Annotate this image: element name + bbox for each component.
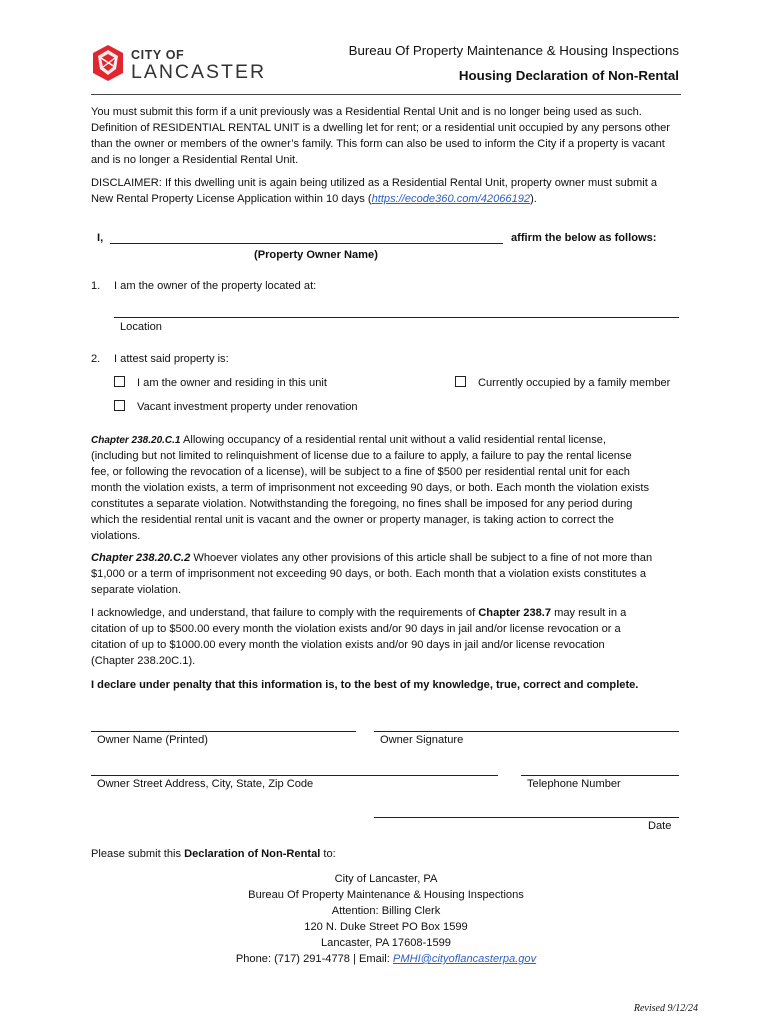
mail-address-line-4: 120 N. Duke Street PO Box 1599 xyxy=(304,921,468,933)
mail-address-line-3: Attention: Billing Clerk xyxy=(331,905,441,917)
affirm-text: affirm the below as follows: xyxy=(511,232,657,244)
ecode-link[interactable]: https://ecode360.com/42066192 xyxy=(371,193,531,205)
chapter-2-text: Whoever violates any other provisions of this article shall be subject to a fine of not more than xyxy=(190,552,653,564)
chapter-2-line-1 xyxy=(91,550,652,566)
option-vacant-renovation[interactable] xyxy=(114,399,358,415)
chapter-1-line-7: violations. xyxy=(91,530,141,542)
date-label: Date xyxy=(648,820,672,832)
chapter-2-line-3: separate violation. xyxy=(91,584,182,596)
owner-name-field[interactable] xyxy=(110,243,503,244)
owner-address-field[interactable] xyxy=(91,775,498,776)
acknowledge-text-end: may result in a xyxy=(551,607,627,619)
header-divider xyxy=(91,94,681,95)
owner-residing-checkbox[interactable] xyxy=(114,376,125,387)
mail-address-line-5: Lancaster, PA 17608-1599 xyxy=(321,937,451,949)
date-field[interactable] xyxy=(374,817,679,818)
owner-signature-label: Owner Signature xyxy=(380,734,464,746)
vacant-renovation-checkbox[interactable] xyxy=(114,400,125,411)
acknowledge-text: I acknowledge, and understand, that failure to comply with the requirements of xyxy=(91,607,479,619)
submit-text: Please submit this xyxy=(91,848,185,860)
acknowledge-line-1 xyxy=(91,605,626,621)
contact-line xyxy=(91,951,681,967)
intro-line-4: and is no longer a Residential Rental Unit. xyxy=(91,154,299,166)
owner-name-caption: (Property Owner Name) xyxy=(254,249,378,261)
owner-signature-field[interactable] xyxy=(374,731,679,732)
chapter-2-ref: Chapter 238.20.C.2 xyxy=(91,552,191,564)
item-2-text: I attest said property is: xyxy=(114,353,229,365)
acknowledge-line-2: citation of up to $500.00 every month the violation exists and/or 90 days in jail and/or license revocation or a xyxy=(91,623,621,635)
telephone-label: Telephone Number xyxy=(527,778,621,790)
submit-instruction xyxy=(91,846,336,862)
chapter-1-line-1 xyxy=(91,432,606,449)
chapter-1-text: Allowing occupancy of a residential rental unit without a valid residential rental license, xyxy=(180,434,607,446)
submit-text-end: to: xyxy=(320,848,336,860)
lancaster-logo-icon xyxy=(91,44,125,82)
location-field[interactable] xyxy=(114,317,679,318)
chapter-1-line-4: month the violation exists, a term of imprisonment not exceeding 90 days, or both. Each month the violation exists xyxy=(91,482,650,494)
chapter-1-line-3: fee, or following the revocation of a license), will be subject to a fine of $500 per residential rental unit for each xyxy=(91,466,630,478)
logo-city-of: CITY OF xyxy=(131,48,185,62)
item-1-number: 1. xyxy=(91,280,101,292)
location-caption: Location xyxy=(120,321,162,333)
telephone-field[interactable] xyxy=(521,775,679,776)
acknowledge-line-3: citation of up to $1000.00 every month the violation exists and/or 90 days in jail and/or license revocation xyxy=(91,639,605,651)
intro-line-1: You must submit this form if a unit previously was a Residential Rental Unit and is no longer being used as such. xyxy=(91,106,642,118)
intro-line-3: than the owner or members of the owner’s family. This form can also be used to inform the City if a property is vacant xyxy=(91,138,665,150)
chapter-1-line-2: (including but not limited to relinquishment of license due to a failure to apply, a failure to pay the rental license xyxy=(91,450,632,462)
family-member-checkbox[interactable] xyxy=(455,376,466,387)
option-label: Vacant investment property under renovation xyxy=(137,401,358,413)
chapter-2-line-2: $1,000 or a term of imprisonment not exceeding 90 days, or both. Each month that a violation exists constitutes a xyxy=(91,568,646,580)
option-label: I am the owner and residing in this unit xyxy=(137,377,327,389)
disclaimer-text: New Rental Property License Application within 10 days ( xyxy=(91,193,372,205)
chapter-1-line-6: which the residential rental unit is vacant and the owner or property manager, is taking action to correct the xyxy=(91,514,614,526)
page-title: Housing Declaration of Non-Rental xyxy=(458,68,679,83)
owner-name-printed-label: Owner Name (Printed) xyxy=(97,734,208,746)
disclaimer-line-1: DISCLAIMER: If this dwelling unit is again being utilized as a Residential Rental Unit, property owner must submit a xyxy=(91,177,658,189)
owner-name-printed-field[interactable] xyxy=(91,731,356,732)
mail-address-line-1: City of Lancaster, PA xyxy=(334,873,438,885)
option-label: Currently occupied by a family member xyxy=(478,377,671,389)
email-link[interactable]: PMHI@cityoflancasterpa.gov xyxy=(392,953,537,965)
chapter-1-line-5: constitutes a separate violation. Notwithstanding the foregoing, no fines shall be imposed for any period during xyxy=(91,498,633,510)
city-logo xyxy=(91,44,267,84)
revised-date: Revised 9/12/24 xyxy=(633,1003,698,1014)
item-1-text: I am the owner of the property located at: xyxy=(114,280,317,292)
disclaimer-end: ). xyxy=(530,193,537,205)
item-2-number: 2. xyxy=(91,353,101,365)
chapter-1-ref: Chapter 238.20.C.1 xyxy=(91,435,181,446)
owner-address-label: Owner Street Address, City, State, Zip Code xyxy=(97,778,314,790)
header-bureau: Bureau Of Property Maintenance & Housing Inspections xyxy=(348,43,679,58)
option-owner-residing[interactable] xyxy=(114,375,327,391)
mail-address-line-2: Bureau Of Property Maintenance & Housing Inspections xyxy=(248,889,524,901)
chapter-238-7: Chapter 238.7 xyxy=(478,607,552,619)
disclaimer-line-2 xyxy=(91,191,537,207)
logo-lancaster: LANCASTER xyxy=(131,61,267,83)
submit-form-name: Declaration of Non-Rental xyxy=(184,848,321,860)
option-family-member[interactable] xyxy=(455,375,670,391)
acknowledge-line-4: (Chapter 238.20C.1). xyxy=(91,655,196,667)
contact-phone: Phone: (717) 291-4778 | Email: xyxy=(235,953,393,965)
i-label: I, xyxy=(97,232,104,244)
declaration-statement: I declare under penalty that this information is, to the best of my knowledge, true, correct and complete. xyxy=(91,679,639,691)
intro-line-2: Definition of RESIDENTIAL RENTAL UNIT is a dwelling let for rent; or a residential unit occupied by any persons other xyxy=(91,122,670,134)
